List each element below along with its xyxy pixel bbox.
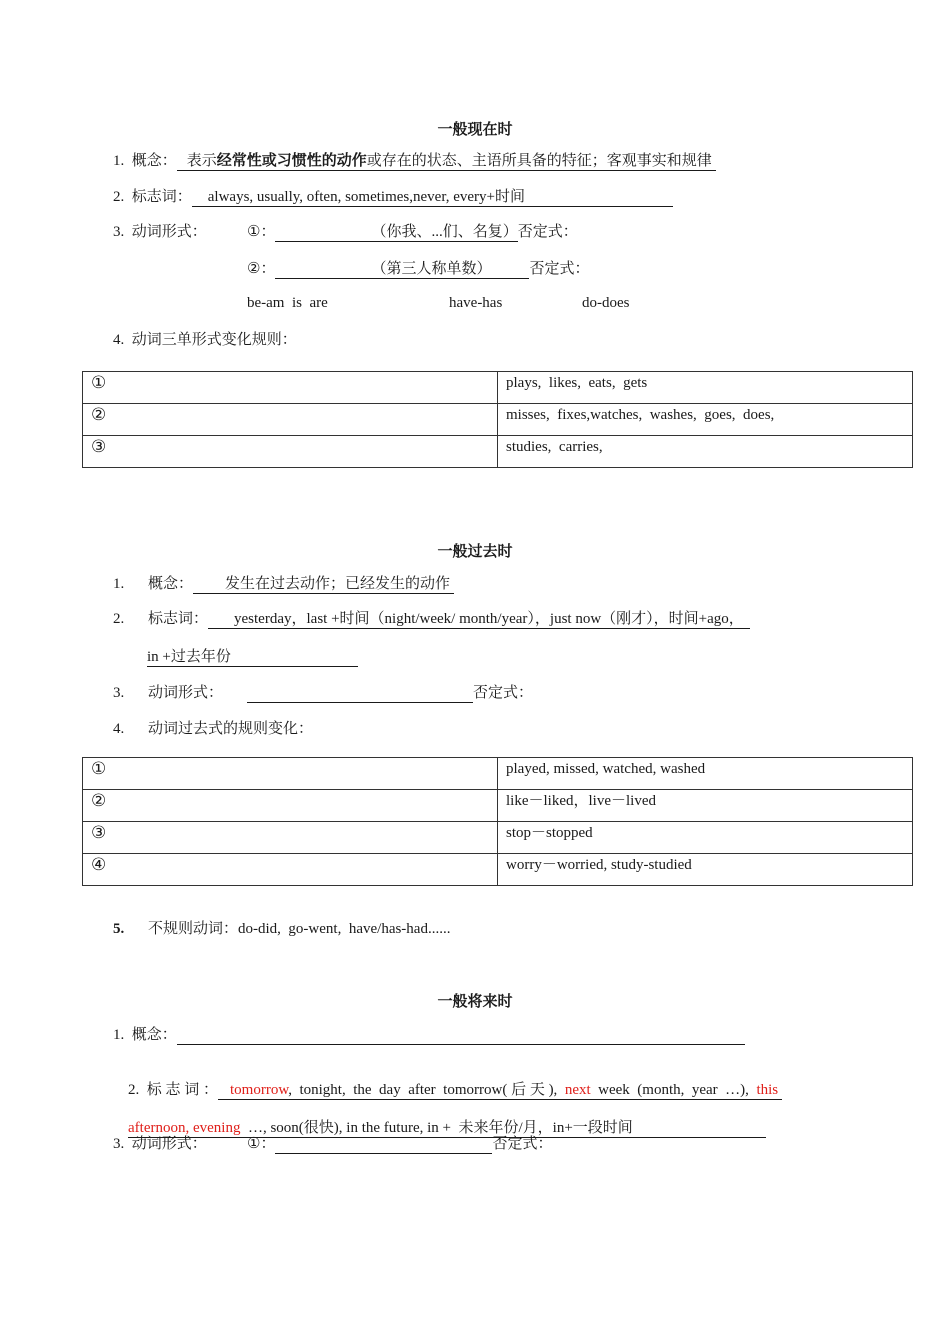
future-verb-form xyxy=(113,1134,207,1154)
item-number: 2. xyxy=(113,189,125,205)
fill-blank[interactable] xyxy=(177,1027,745,1045)
item-number: 4. xyxy=(113,332,125,348)
rule-examples: misses, fixes,watches, washes, goes, does, xyxy=(498,404,913,436)
fill-blank[interactable] xyxy=(275,261,371,279)
fill-blank[interactable] xyxy=(275,1136,492,1154)
rule-examples: studies, carries, xyxy=(498,436,913,468)
table-row xyxy=(83,758,913,790)
item-label: 不规则动词： xyxy=(148,921,239,937)
future-form-row xyxy=(247,1134,552,1154)
rule-examples: played, missed, watched, washed xyxy=(498,758,913,790)
past-rules-heading xyxy=(113,719,313,739)
past-rules-table xyxy=(82,757,913,886)
do-forms: do-does xyxy=(582,295,630,311)
section-title-present: 一般现在时 xyxy=(437,122,513,138)
present-signal-words xyxy=(113,187,673,207)
past-verb-form xyxy=(113,683,223,703)
item-number: 1. xyxy=(113,576,125,592)
rule-marker[interactable]: ① xyxy=(83,372,498,404)
present-signal-answer: always, usually, often, sometimes,never, every+时间 xyxy=(192,188,673,207)
item-number: 1. xyxy=(113,153,125,169)
circled-marker: ②： xyxy=(247,261,276,277)
section-title-future: 一般将来时 xyxy=(437,994,513,1010)
item-number: 2. xyxy=(128,1082,140,1098)
highlight-word: afternoon, evening xyxy=(128,1120,241,1136)
circled-marker: ①： xyxy=(247,1136,276,1152)
have-forms: have-has xyxy=(449,295,503,311)
rule-examples: worry－worried, study-studied xyxy=(498,854,913,886)
be-forms: be-am is are xyxy=(247,295,328,311)
past-signal-answer-2: in +过去年份 xyxy=(147,648,358,667)
item-label: 动词形式： xyxy=(148,685,224,701)
rule-marker[interactable]: ① xyxy=(83,758,498,790)
negative-label: 否定式： xyxy=(529,261,590,277)
item-number: 4. xyxy=(113,721,125,737)
rule-marker[interactable]: ③ xyxy=(83,436,498,468)
highlight-word: next xyxy=(564,1082,591,1098)
present-form-2-row xyxy=(247,259,589,279)
past-signal-answer: yesterday，last +时间（night/week/ month/year），just now（刚才），时间+ago， xyxy=(208,610,750,629)
fill-blank[interactable] xyxy=(275,224,371,242)
item-label: 概念： xyxy=(148,576,194,592)
rule-marker[interactable]: ② xyxy=(83,404,498,436)
table-row xyxy=(83,822,913,854)
present-concept xyxy=(113,151,716,171)
item-label: 标志词： xyxy=(131,189,192,205)
table-row xyxy=(83,372,913,404)
past-irregular xyxy=(113,919,450,939)
table-row xyxy=(83,436,913,468)
present-concept-answer: 表示经常性或习惯性的动作或存在的状态、主语所具备的特征；客观事实和规律 xyxy=(177,152,716,171)
fill-blank[interactable] xyxy=(491,261,529,279)
negative-label: 否定式： xyxy=(492,1136,553,1152)
negative-label: 否定式： xyxy=(517,224,578,240)
negative-label: 否定式： xyxy=(473,685,534,701)
circled-marker: ①： xyxy=(247,224,276,240)
past-signal-words-cont xyxy=(147,647,358,667)
rule-marker[interactable]: ④ xyxy=(83,854,498,886)
past-concept xyxy=(113,574,454,594)
rule-examples: stop－stopped xyxy=(498,822,913,854)
fill-blank[interactable] xyxy=(247,685,473,703)
section-title-past: 一般过去时 xyxy=(437,544,513,560)
past-signal-words xyxy=(113,609,750,629)
form-note: （第三人称单数） xyxy=(371,261,492,277)
item-number: 3. xyxy=(113,1136,125,1152)
item-label: 标 志 词 ： xyxy=(146,1082,219,1098)
form-note: （你我、...们、名复） xyxy=(371,224,518,240)
item-label: 动词形式： xyxy=(131,224,207,240)
item-number: 2. xyxy=(113,611,125,627)
item-number: 3. xyxy=(113,685,125,701)
item-label: 概念： xyxy=(131,1027,177,1043)
rule-marker[interactable]: ③ xyxy=(83,822,498,854)
present-verb-form-1 xyxy=(113,222,207,242)
item-label: 动词三单形式变化规则： xyxy=(131,332,297,348)
item-label: 动词过去式的规则变化： xyxy=(148,721,314,737)
present-rules-table xyxy=(82,371,913,468)
highlight-word: this xyxy=(756,1082,779,1098)
rule-examples: like－liked，live－lived xyxy=(498,790,913,822)
table-row xyxy=(83,854,913,886)
rule-marker[interactable]: ② xyxy=(83,790,498,822)
item-number: 1. xyxy=(113,1027,125,1043)
present-rules-heading xyxy=(113,330,297,350)
item-label: 标志词： xyxy=(148,611,209,627)
irregular-examples: do-did, go-went, have/has-had...... xyxy=(238,921,451,937)
future-signal-words-cont: afternoon, evening …, soon(很快), in the future, in + 未来年份/月，in+一段时间 xyxy=(113,1098,766,1158)
table-row xyxy=(83,404,913,436)
highlight-word: tomorrow xyxy=(230,1082,289,1098)
past-form-row xyxy=(247,683,533,703)
item-label: 动词形式： xyxy=(131,1136,207,1152)
rule-examples: plays, likes, eats, gets xyxy=(498,372,913,404)
future-signal-words: 2. 标 志 词 ： tomorrow, tonight, the day after tomorrow( 后 天 ), next week (month, year …), this xyxy=(113,1060,782,1120)
future-concept xyxy=(113,1025,745,1045)
present-form-1-row xyxy=(247,222,578,242)
item-label: 概念： xyxy=(131,153,177,169)
past-concept-answer: 发生在过去动作；已经发生的动作 xyxy=(193,575,454,594)
table-row xyxy=(83,790,913,822)
item-number: 3. xyxy=(113,224,125,240)
item-number: 5. xyxy=(113,921,125,937)
